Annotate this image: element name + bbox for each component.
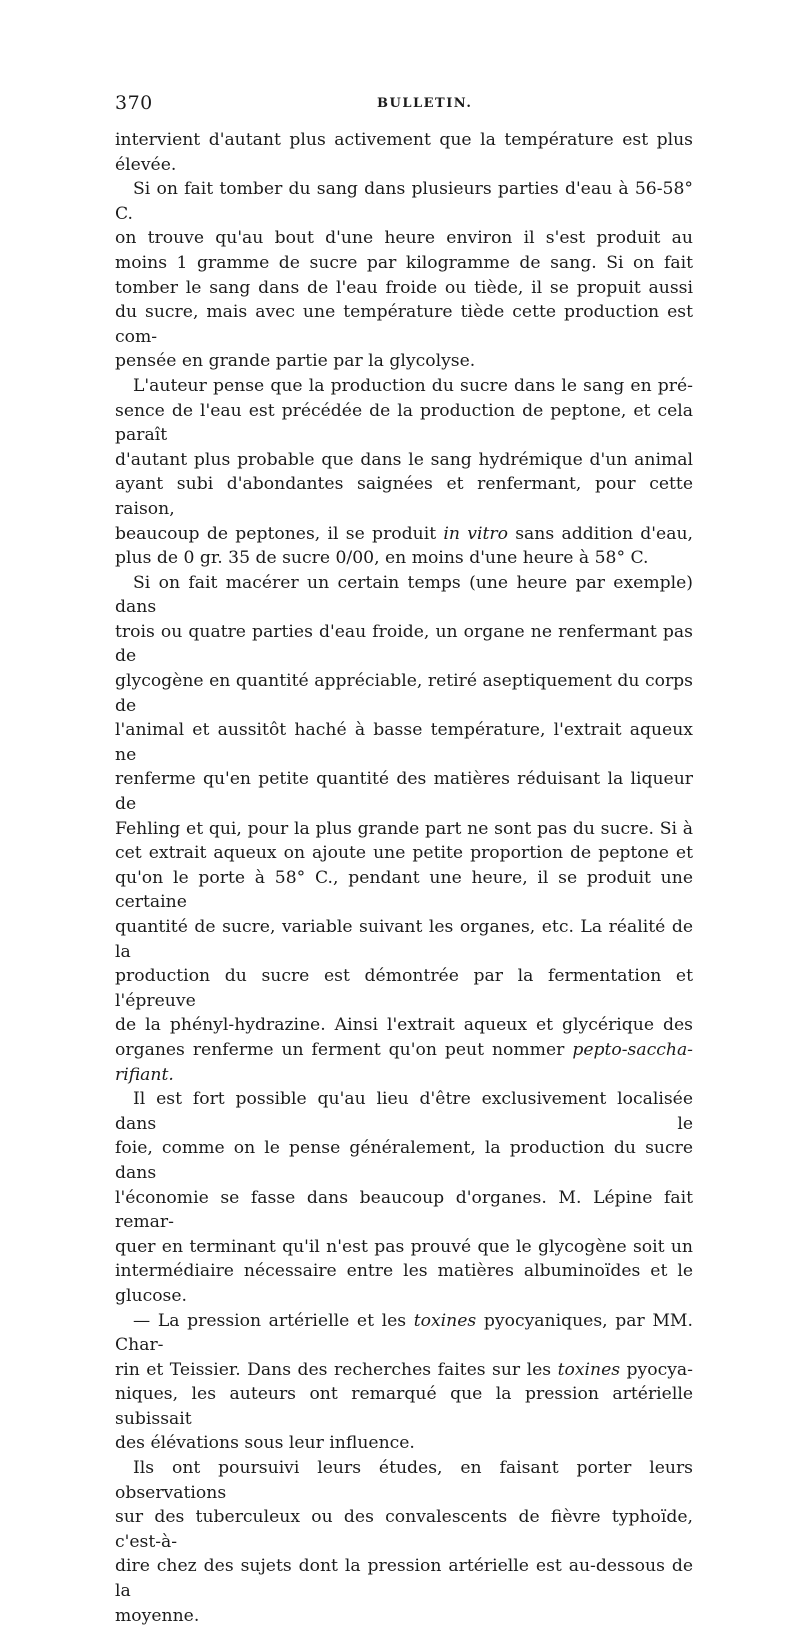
text-line: glucose. — [115, 1285, 187, 1306]
text-line: du sucre, mais avec une température tiède cette production est com- — [115, 302, 693, 347]
paragraph-auteur-pense — [115, 374, 693, 399]
paragraph-auteur-pense-line — [115, 448, 693, 473]
text-line: Fehling et qui, pour la plus grande part ne sont pas du sucre. Si à — [115, 818, 693, 839]
paragraph-macerer — [115, 571, 693, 620]
text-line: production du sucre est démontrée par la fermentation et l'épreuve — [115, 966, 693, 1011]
text-line: rin et Teissier. Dans des recherches faites sur les toxines pyocya- — [115, 1359, 693, 1380]
text-line: intervient d'autant plus activement que la température est plus — [115, 130, 693, 150]
text-line: sur des tuberculeux ou des convalescents de fièvre typhoïde, c'est-à- — [115, 1507, 693, 1552]
paragraph-pression-line — [115, 1382, 693, 1431]
text-line: niques, les auteurs ont remarqué que la pression artérielle subissait — [115, 1384, 693, 1429]
paragraph-sang-eau-line — [115, 226, 693, 251]
paragraph-continuation-end — [115, 153, 693, 178]
paragraph-macerer-line — [115, 964, 693, 1013]
paragraph-possible-line — [115, 1284, 693, 1309]
text-line: l'économie se fasse dans beaucoup d'organes. M. Lépine fait remar- — [115, 1187, 693, 1233]
text-line: — La pression artérielle et les toxines pyocyaniques, par MM. Char- — [115, 1310, 693, 1356]
text-line: moyenne. — [115, 1605, 200, 1626]
paragraph-auteur-pense-line — [115, 522, 693, 547]
text-line: L'auteur pense que la production du sucre dans le sang en pré- — [133, 375, 693, 396]
paragraph-macerer-line — [115, 841, 693, 866]
body-text — [115, 128, 693, 1628]
text-line: trois ou quatre parties d'eau froide, un organe ne renfermant pas de — [115, 621, 693, 667]
text-line: qu'on le porte à 58° C., pendant une heure, il se produit une certaine — [115, 867, 693, 913]
text-line: d'autant plus probable que dans le sang hydrémique d'un animal — [115, 449, 693, 470]
text-line: organes renferme un ferment qu'on peut nommer pepto-saccha- — [115, 1039, 693, 1060]
paragraph-pression-line — [115, 1431, 693, 1456]
paragraph-macerer-line — [115, 1038, 693, 1063]
paragraph-macerer-line — [115, 817, 693, 842]
text-line: Il est fort possible qu'au lieu d'être exclusivement localisée dans le — [115, 1089, 693, 1134]
text-line: cet extrait aqueux on ajoute une petite proportion de peptone et — [115, 843, 693, 864]
text-line: beaucoup de peptones, il se produit in vitro sans addition d'eau, — [115, 523, 693, 544]
paragraph-macerer-line — [115, 669, 693, 718]
text-line: intermédiaire nécessaire entre les matières albuminoïdes et le — [115, 1261, 693, 1282]
text-line: renferme qu'en petite quantité des matières réduisant la liqueur de — [115, 769, 693, 815]
paragraph-macerer-line — [115, 915, 693, 964]
paragraph-poursuivi-line — [115, 1554, 693, 1603]
paragraph-sang-eau-line — [115, 251, 693, 276]
text-line: tomber le sang dans de l'eau froide ou tiède, il se propuit aussi — [115, 277, 693, 298]
paragraph-auteur-pense-line — [115, 546, 693, 571]
paragraph-poursuivi-line — [115, 1604, 693, 1628]
text-line: moins 1 gramme de sucre par kilogramme de sang. Si on fait — [115, 252, 693, 273]
text-line: de la phényl-hydrazine. Ainsi l'extrait aqueux et glycérique des — [115, 1015, 693, 1036]
text-line: sence de l'eau est précédée de la production de peptone, et cela paraît — [115, 400, 693, 446]
text-line: élevée. — [115, 154, 177, 175]
paragraph-poursuivi-line — [115, 1505, 693, 1554]
page-header — [115, 92, 695, 122]
text-line: foie, comme on le pense généralement, la production du sucre dans — [115, 1138, 693, 1183]
text-line: pensée en grande partie par la glycolyse. — [115, 351, 476, 372]
text-line: rifiant. — [115, 1064, 174, 1085]
text-line: plus de 0 gr. 35 de sucre 0/00, en moins d'une heure à 58° C. — [115, 548, 649, 569]
paragraph-macerer-line — [115, 866, 693, 915]
paragraph-sang-eau-line — [115, 276, 693, 301]
text-line: des élévations sous leur influence. — [115, 1433, 415, 1454]
paragraph-sang-eau-line — [115, 300, 693, 349]
paragraph-poursuivi — [115, 1456, 693, 1505]
paragraph-possible-line — [115, 1136, 693, 1185]
paragraph-possible-line — [115, 1186, 693, 1235]
text-line: quantité de sucre, variable suivant les organes, etc. La réalité de la — [115, 917, 693, 962]
paragraph-possible-line — [115, 1259, 693, 1284]
text-line: quer en terminant qu'il n'est pas prouvé que le glycogène soit un — [115, 1236, 693, 1257]
paragraph-macerer-line — [115, 620, 693, 669]
paragraph-macerer-line — [115, 1063, 693, 1088]
paragraph-possible — [115, 1087, 693, 1136]
paragraph-possible-line — [115, 1235, 693, 1260]
text-line: Ils ont poursuivi leurs études, en faisant porter leurs observations — [115, 1458, 693, 1503]
paragraph-pression — [115, 1309, 693, 1358]
running-head: BULLETIN. — [377, 96, 473, 111]
paragraph-macerer-line — [115, 767, 693, 816]
paragraph-continuation — [115, 128, 693, 153]
paragraph-sang-eau-line — [115, 349, 693, 374]
paragraph-macerer-line — [115, 718, 693, 767]
text-line: on trouve qu'au bout d'une heure environ il s'est produit au — [115, 228, 693, 249]
paragraph-auteur-pense-line — [115, 399, 693, 448]
paragraph-macerer-line — [115, 1013, 693, 1038]
text-line: Si on fait tomber du sang dans plusieurs parties d'eau à 56-58° C. — [115, 179, 693, 224]
text-line: l'animal et aussitôt haché à basse température, l'extrait aqueux ne — [115, 720, 693, 765]
paragraph-sang-eau — [115, 177, 693, 226]
paragraph-pression-line — [115, 1358, 693, 1383]
text-line: dire chez des sujets dont la pression artérielle est au-dessous de la — [115, 1556, 693, 1602]
page-number: 370 — [115, 92, 153, 114]
text-line: Si on fait macérer un certain temps (une heure par exemple) dans — [115, 572, 693, 618]
text-line: ayant subi d'abondantes saignées et renfermant, pour cette raison, — [115, 474, 693, 519]
paragraph-auteur-pense-line — [115, 472, 693, 521]
text-line: glycogène en quantité appréciable, retiré aseptiquement du corps de — [115, 671, 693, 716]
